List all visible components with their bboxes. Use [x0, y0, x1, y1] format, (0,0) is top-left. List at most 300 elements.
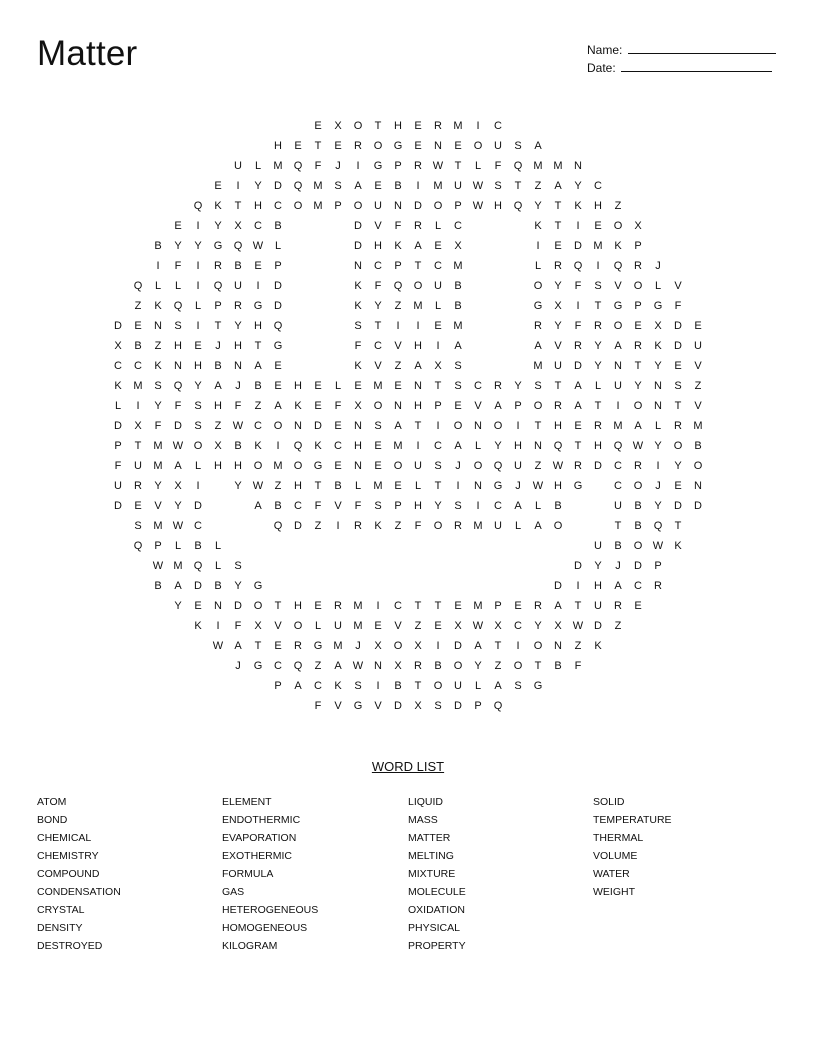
grid-letter: B	[634, 520, 642, 532]
grid-letter: S	[374, 500, 382, 512]
grid-letter: Z	[214, 420, 222, 432]
grid-letter: O	[373, 140, 383, 152]
grid-letter: M	[393, 440, 403, 452]
grid-empty-cell	[588, 136, 608, 156]
grid-letter: N	[474, 420, 482, 432]
grid-letter: Y	[194, 240, 202, 252]
grid-empty-cell	[488, 256, 508, 276]
grid-letter: Y	[234, 580, 242, 592]
grid-letter: C	[114, 360, 122, 372]
grid-letter: Y	[534, 620, 542, 632]
word-list-item: VOLUME	[593, 850, 638, 862]
grid-letter: V	[614, 280, 622, 292]
grid-letter: F	[174, 260, 182, 272]
grid-empty-cell	[548, 556, 568, 576]
grid-empty-cell	[168, 116, 188, 136]
grid-letter: I	[156, 260, 160, 272]
grid-letter: E	[694, 320, 702, 332]
grid-letter: T	[514, 180, 522, 192]
grid-letter: N	[174, 360, 182, 372]
grid-letter: D	[114, 320, 122, 332]
grid-empty-cell	[108, 296, 128, 316]
grid-letter: E	[594, 220, 602, 232]
grid-letter: S	[434, 460, 442, 472]
grid-empty-cell	[668, 656, 688, 676]
grid-letter: E	[454, 140, 462, 152]
grid-letter: W	[472, 180, 484, 192]
grid-letter: J	[235, 660, 241, 672]
word-list-item: KILOGRAM	[222, 940, 278, 952]
grid-letter: O	[433, 520, 443, 532]
grid-empty-cell	[188, 656, 208, 676]
grid-empty-cell	[208, 656, 228, 676]
grid-letter: O	[453, 420, 463, 432]
grid-empty-cell	[608, 636, 628, 656]
grid-letter: V	[694, 400, 702, 412]
grid-letter: P	[394, 260, 402, 272]
grid-letter: A	[334, 660, 342, 672]
grid-letter: J	[215, 340, 221, 352]
grid-empty-cell	[508, 116, 528, 136]
grid-letter: Z	[534, 460, 542, 472]
grid-empty-cell	[208, 116, 228, 136]
grid-empty-cell	[228, 516, 248, 536]
grid-letter: I	[376, 680, 380, 692]
grid-empty-cell	[288, 576, 308, 596]
grid-letter: E	[274, 640, 282, 652]
grid-letter: Y	[194, 380, 202, 392]
grid-letter: T	[494, 640, 502, 652]
grid-letter: O	[693, 460, 703, 472]
word-list-column	[593, 795, 672, 903]
grid-empty-cell	[128, 216, 148, 236]
grid-letter: D	[674, 320, 682, 332]
grid-letter: Z	[394, 300, 402, 312]
grid-letter: J	[335, 160, 341, 172]
grid-letter: T	[554, 200, 562, 212]
grid-letter: C	[374, 340, 382, 352]
grid-letter: R	[534, 600, 542, 612]
grid-empty-cell	[648, 596, 668, 616]
grid-letter: H	[214, 460, 222, 472]
grid-letter: E	[254, 260, 262, 272]
grid-empty-cell	[648, 176, 668, 196]
grid-letter: I	[196, 480, 200, 492]
grid-empty-cell	[128, 696, 148, 716]
grid-empty-cell	[468, 316, 488, 336]
grid-letter: Y	[234, 320, 242, 332]
grid-letter: B	[274, 220, 282, 232]
grid-letter: U	[594, 540, 602, 552]
grid-letter: R	[354, 520, 362, 532]
grid-letter: W	[532, 480, 544, 492]
grid-letter: A	[454, 440, 462, 452]
grid-empty-cell	[108, 196, 128, 216]
grid-empty-cell	[148, 616, 168, 636]
grid-letter: J	[355, 640, 361, 652]
grid-letter: G	[213, 240, 223, 252]
grid-letter: S	[354, 680, 362, 692]
grid-letter: R	[494, 380, 502, 392]
grid-letter: V	[554, 340, 562, 352]
grid-empty-cell	[568, 516, 588, 536]
word-list-item: OXIDATION	[408, 904, 465, 916]
grid-letter: O	[533, 400, 543, 412]
grid-letter: S	[374, 420, 382, 432]
grid-empty-cell	[608, 676, 628, 696]
grid-letter: K	[194, 620, 202, 632]
grid-letter: A	[574, 400, 582, 412]
grid-letter: Y	[474, 660, 482, 672]
grid-letter: U	[454, 680, 462, 692]
word-list-item: PHYSICAL	[408, 922, 460, 934]
grid-letter: D	[414, 200, 422, 212]
grid-empty-cell	[328, 216, 348, 236]
word-list-item: MATTER	[408, 832, 451, 844]
grid-empty-cell	[648, 636, 668, 656]
grid-letter: R	[634, 260, 642, 272]
word-list-item: PROPERTY	[408, 940, 466, 952]
grid-letter: Q	[513, 160, 523, 172]
grid-letter: V	[374, 360, 382, 372]
grid-letter: X	[254, 620, 262, 632]
grid-letter: Z	[494, 660, 502, 672]
grid-letter: R	[234, 300, 242, 312]
grid-letter: H	[254, 200, 262, 212]
grid-letter: L	[254, 160, 262, 172]
grid-letter: I	[596, 260, 600, 272]
grid-empty-cell	[548, 536, 568, 556]
grid-empty-cell	[688, 296, 708, 316]
grid-empty-cell	[568, 496, 588, 516]
grid-empty-cell	[548, 136, 568, 156]
grid-letter: A	[614, 580, 622, 592]
grid-empty-cell	[288, 356, 308, 376]
grid-empty-cell	[268, 556, 288, 576]
grid-empty-cell	[308, 536, 328, 556]
grid-empty-cell	[668, 116, 688, 136]
grid-empty-cell	[108, 616, 128, 636]
word-list-item: TEMPERATURE	[593, 814, 672, 826]
word-list-item: DESTROYED	[37, 940, 103, 952]
grid-letter: D	[694, 500, 702, 512]
grid-letter: Y	[514, 380, 522, 392]
grid-letter: O	[633, 540, 643, 552]
grid-letter: D	[274, 300, 282, 312]
grid-letter: S	[134, 520, 142, 532]
grid-letter: K	[154, 300, 162, 312]
grid-letter: I	[436, 420, 440, 432]
grid-empty-cell	[648, 196, 668, 216]
grid-letter: X	[374, 640, 382, 652]
grid-letter: I	[536, 240, 540, 252]
grid-letter: L	[154, 280, 162, 292]
word-list-item: CONDENSATION	[37, 886, 121, 898]
grid-letter: I	[616, 400, 620, 412]
grid-empty-cell	[128, 676, 148, 696]
grid-letter: U	[554, 360, 562, 372]
word-list-item: ELEMENT	[222, 796, 272, 808]
grid-letter: P	[334, 200, 342, 212]
grid-letter: U	[494, 140, 502, 152]
grid-letter: V	[394, 620, 402, 632]
grid-letter: O	[533, 280, 543, 292]
grid-empty-cell	[608, 136, 628, 156]
grid-letter: I	[336, 520, 340, 532]
grid-letter: C	[434, 440, 442, 452]
grid-empty-cell	[468, 336, 488, 356]
grid-letter: E	[434, 620, 442, 632]
grid-letter: R	[134, 480, 142, 492]
grid-empty-cell	[488, 236, 508, 256]
grid-empty-cell	[488, 356, 508, 376]
grid-letter: S	[434, 700, 442, 712]
grid-letter: P	[114, 440, 122, 452]
grid-letter: P	[274, 260, 282, 272]
grid-letter: D	[274, 180, 282, 192]
grid-letter: V	[674, 280, 682, 292]
grid-letter: F	[334, 400, 342, 412]
grid-letter: E	[314, 120, 322, 132]
grid-empty-cell	[328, 296, 348, 316]
grid-empty-cell	[668, 616, 688, 636]
grid-letter: C	[394, 600, 402, 612]
grid-letter: N	[354, 260, 362, 272]
grid-empty-cell	[628, 116, 648, 136]
grid-letter: D	[194, 500, 202, 512]
grid-letter: T	[414, 600, 422, 612]
grid-letter: G	[533, 300, 543, 312]
grid-letter: A	[494, 400, 502, 412]
grid-empty-cell	[108, 596, 128, 616]
grid-letter: U	[434, 280, 442, 292]
grid-empty-cell	[528, 696, 548, 716]
grid-letter: N	[554, 640, 562, 652]
grid-letter: M	[553, 160, 563, 172]
grid-empty-cell	[488, 296, 508, 316]
grid-letter: M	[153, 520, 163, 532]
grid-empty-cell	[688, 656, 708, 676]
grid-empty-cell	[528, 556, 548, 576]
grid-empty-cell	[688, 676, 708, 696]
grid-letter: Q	[293, 660, 303, 672]
grid-letter: Z	[694, 380, 702, 392]
grid-letter: B	[554, 500, 562, 512]
grid-empty-cell	[688, 276, 708, 296]
grid-empty-cell	[508, 696, 528, 716]
grid-letter: S	[174, 320, 182, 332]
grid-letter: A	[534, 520, 542, 532]
grid-letter: C	[594, 180, 602, 192]
grid-empty-cell	[288, 116, 308, 136]
grid-letter: G	[493, 480, 503, 492]
grid-letter: F	[574, 320, 582, 332]
grid-letter: A	[214, 380, 222, 392]
grid-empty-cell	[208, 496, 228, 516]
grid-letter: D	[634, 560, 642, 572]
grid-letter: D	[174, 420, 182, 432]
grid-empty-cell	[488, 536, 508, 556]
grid-empty-cell	[528, 536, 548, 556]
grid-letter: R	[454, 520, 462, 532]
grid-letter: Q	[513, 200, 523, 212]
grid-empty-cell	[508, 576, 528, 596]
grid-letter: O	[353, 200, 363, 212]
grid-empty-cell	[108, 636, 128, 656]
grid-letter: O	[513, 660, 523, 672]
grid-letter: I	[516, 640, 520, 652]
grid-empty-cell	[568, 536, 588, 556]
grid-empty-cell	[668, 576, 688, 596]
grid-letter: D	[114, 420, 122, 432]
grid-letter: U	[694, 340, 702, 352]
grid-letter: R	[214, 260, 222, 272]
grid-empty-cell	[108, 116, 128, 136]
grid-letter: W	[632, 440, 644, 452]
grid-letter: R	[534, 320, 542, 332]
grid-empty-cell	[688, 536, 708, 556]
grid-letter: Y	[654, 500, 662, 512]
grid-letter: M	[353, 620, 363, 632]
grid-letter: T	[374, 120, 382, 132]
grid-empty-cell	[188, 676, 208, 696]
grid-letter: I	[196, 320, 200, 332]
grid-letter: F	[314, 500, 322, 512]
grid-letter: M	[453, 320, 463, 332]
grid-letter: O	[433, 200, 443, 212]
grid-letter: O	[633, 400, 643, 412]
grid-empty-cell	[508, 256, 528, 276]
grid-letter: N	[414, 380, 422, 392]
grid-letter: Q	[613, 440, 623, 452]
word-list-item: MOLECULE	[408, 886, 466, 898]
grid-letter: M	[473, 600, 483, 612]
grid-empty-cell	[328, 576, 348, 596]
grid-letter: T	[554, 380, 562, 392]
grid-letter: A	[574, 380, 582, 392]
grid-empty-cell	[108, 576, 128, 596]
grid-empty-cell	[208, 696, 228, 716]
grid-empty-cell	[468, 216, 488, 236]
grid-empty-cell	[628, 136, 648, 156]
grid-empty-cell	[548, 676, 568, 696]
grid-letter: B	[194, 540, 202, 552]
grid-letter: Y	[594, 340, 602, 352]
grid-letter: H	[174, 340, 182, 352]
grid-empty-cell	[208, 156, 228, 176]
grid-empty-cell	[648, 116, 668, 136]
grid-letter: D	[554, 580, 562, 592]
grid-empty-cell	[348, 536, 368, 556]
grid-empty-cell	[628, 696, 648, 716]
grid-letter: L	[174, 280, 182, 292]
grid-letter: G	[253, 660, 263, 672]
grid-letter: X	[414, 640, 422, 652]
grid-empty-cell	[288, 316, 308, 336]
grid-letter: O	[633, 480, 643, 492]
word-list-item: COMPOUND	[37, 868, 100, 880]
grid-letter: I	[476, 120, 480, 132]
grid-letter: D	[114, 500, 122, 512]
grid-letter: R	[574, 340, 582, 352]
date-row	[587, 59, 776, 77]
grid-empty-cell	[168, 616, 188, 636]
grid-letter: O	[293, 200, 303, 212]
grid-letter: L	[414, 480, 422, 492]
grid-empty-cell	[628, 636, 648, 656]
grid-empty-cell	[568, 136, 588, 156]
grid-letter: I	[136, 400, 140, 412]
grid-empty-cell	[328, 536, 348, 556]
grid-letter: E	[334, 140, 342, 152]
grid-empty-cell	[668, 176, 688, 196]
grid-letter: U	[514, 460, 522, 472]
grid-letter: J	[615, 560, 621, 572]
grid-letter: Z	[274, 480, 282, 492]
grid-empty-cell	[628, 196, 648, 216]
grid-empty-cell	[588, 156, 608, 176]
grid-letter: I	[436, 640, 440, 652]
grid-letter: E	[314, 600, 322, 612]
grid-letter: Z	[574, 640, 582, 652]
grid-letter: L	[514, 520, 522, 532]
grid-empty-cell	[668, 636, 688, 656]
grid-letter: B	[454, 280, 462, 292]
grid-letter: E	[514, 600, 522, 612]
grid-letter: O	[473, 140, 483, 152]
grid-letter: A	[274, 400, 282, 412]
grid-letter: I	[416, 180, 420, 192]
grid-empty-cell	[108, 236, 128, 256]
grid-letter: T	[574, 600, 582, 612]
grid-empty-cell	[468, 256, 488, 276]
grid-empty-cell	[408, 536, 428, 556]
grid-letter: S	[494, 180, 502, 192]
grid-letter: E	[374, 460, 382, 472]
grid-letter: U	[234, 160, 242, 172]
grid-letter: K	[394, 240, 402, 252]
grid-letter: A	[494, 680, 502, 692]
grid-letter: O	[273, 420, 283, 432]
word-list-item: CHEMISTRY	[37, 850, 99, 862]
grid-empty-cell	[688, 176, 708, 196]
grid-letter: I	[416, 440, 420, 452]
grid-empty-cell	[128, 616, 148, 636]
grid-letter: C	[434, 260, 442, 272]
grid-letter: W	[152, 560, 164, 572]
grid-empty-cell	[668, 216, 688, 236]
grid-letter: P	[434, 400, 442, 412]
grid-empty-cell	[448, 576, 468, 596]
grid-letter: F	[574, 660, 582, 672]
grid-letter: A	[414, 360, 422, 372]
grid-letter: O	[493, 420, 503, 432]
grid-letter: B	[634, 500, 642, 512]
grid-letter: N	[234, 360, 242, 372]
grid-letter: M	[333, 640, 343, 652]
grid-letter: P	[454, 200, 462, 212]
grid-letter: V	[694, 360, 702, 372]
grid-letter: H	[594, 580, 602, 592]
grid-empty-cell	[188, 136, 208, 156]
grid-letter: U	[374, 200, 382, 212]
grid-letter: I	[436, 340, 440, 352]
grid-letter: T	[594, 400, 602, 412]
grid-letter: T	[314, 140, 322, 152]
grid-letter: O	[373, 400, 383, 412]
grid-letter: Y	[674, 460, 682, 472]
grid-empty-cell	[108, 176, 128, 196]
